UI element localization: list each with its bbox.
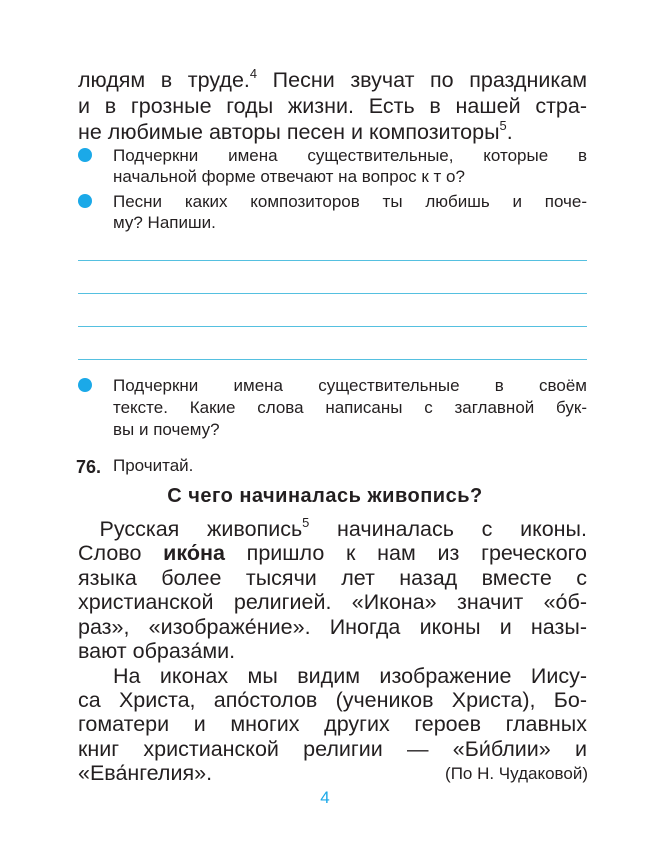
writing-line[interactable] (78, 260, 587, 261)
task-line: Подчеркни имена существительные в своём (113, 376, 587, 395)
bullet-icon (78, 378, 92, 392)
bullet-icon (78, 194, 92, 208)
bullet-icon (78, 148, 92, 162)
text-line: раз», «изображе́ние». Иногда иконы и назы- (78, 615, 587, 639)
text-line: «Ева́нгелия». (78, 761, 213, 785)
text-source: (По Н. Чудаковой) (445, 764, 588, 783)
task-line: тексте. Какие слова написаны с заглавной бук- (113, 398, 587, 417)
writing-line[interactable] (78, 359, 587, 360)
writing-line[interactable] (78, 293, 587, 294)
task-line: вы и почему? (113, 420, 220, 439)
text-line: христианской религией. «Икона» значит «о́б- (78, 590, 587, 614)
text-line: На иконах мы видим изображение Иису- (113, 664, 587, 688)
text-line: не любимые авторы песен и композиторы$^5$. (78, 117, 513, 144)
text-line: Русская живопись$^5$ начиналась с иконы. (99, 514, 587, 541)
task-line: му? Напиши. (113, 213, 216, 232)
task-line: Песни каких композиторов ты любишь и поче- (113, 192, 587, 211)
text-line: языка более тысячи лет назад вместе с (78, 566, 587, 590)
text-line: людям в труде.$^4$ Песни звучат по праздникам (78, 65, 587, 92)
writing-line[interactable] (78, 326, 587, 327)
text-line: гоматери и многих других героев главных (78, 712, 587, 736)
text-line: книг христианской религии — «Би́блии» и (78, 737, 587, 761)
text-line: Слово ико́на пришло к нам из греческого (78, 541, 587, 565)
text-line: вают образа́ми. (78, 639, 236, 663)
exercise-instruction: Прочитай. (113, 456, 194, 475)
text-line: са Христа, апо́столов (учеников Христа), Бо- (78, 688, 587, 712)
task-line: Подчеркни имена существительные, которые в (113, 146, 587, 165)
text-title: С чего начиналась живопись? (167, 485, 483, 507)
task-line: начальной форме отвечают на вопрос к т о? (113, 167, 465, 186)
text-line: и в грозные годы жизни. Есть в нашей стра- (78, 94, 587, 118)
page-number: 4 (320, 788, 330, 807)
exercise-number: 76. (66, 454, 106, 484)
